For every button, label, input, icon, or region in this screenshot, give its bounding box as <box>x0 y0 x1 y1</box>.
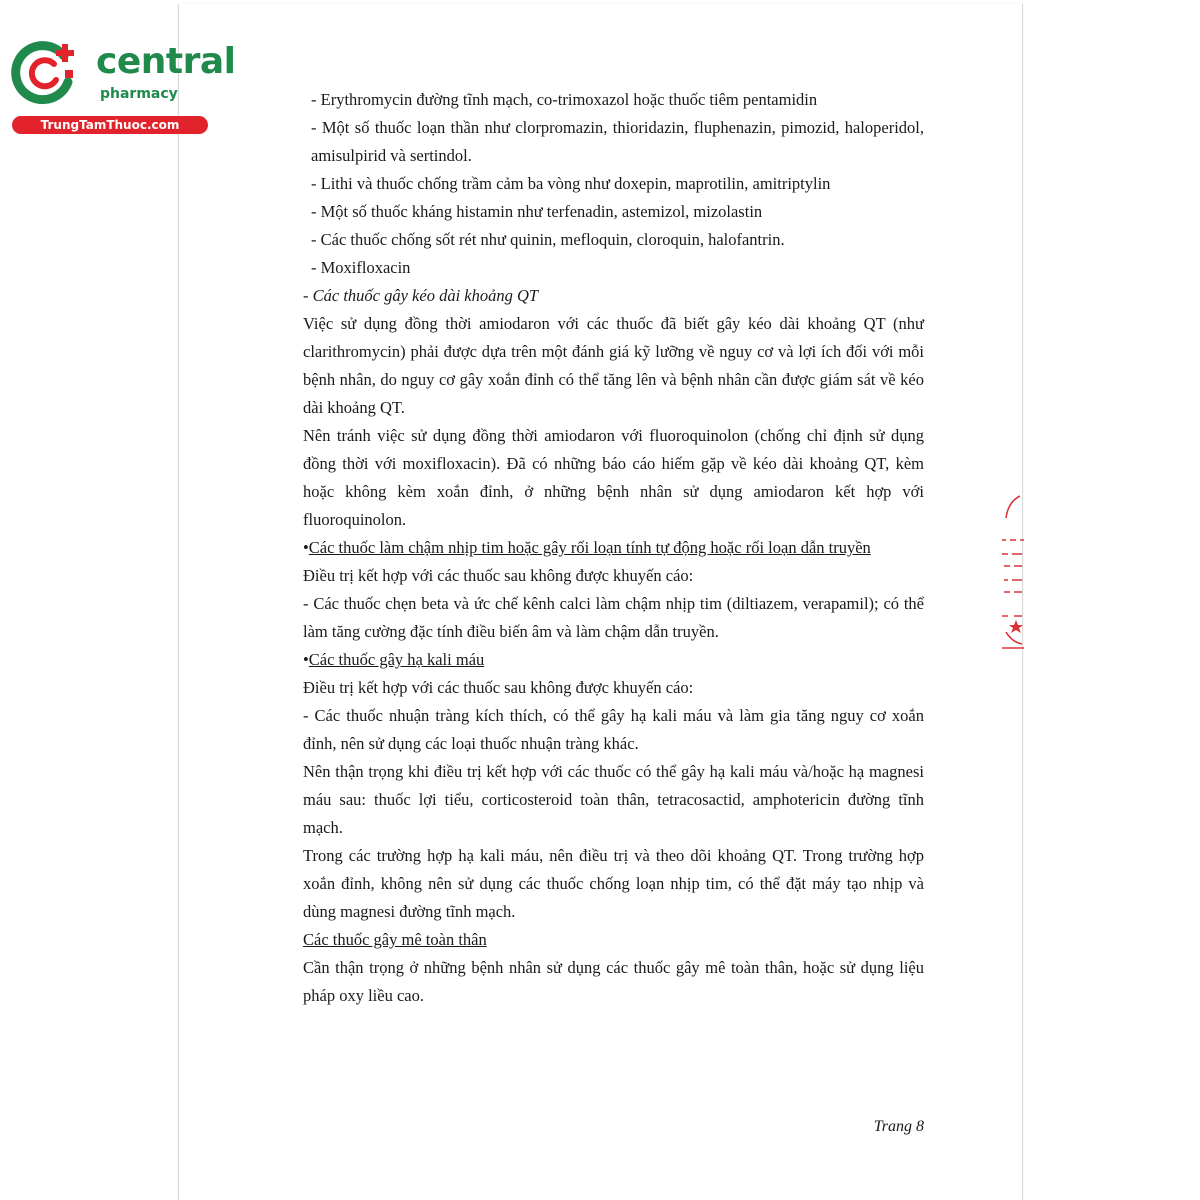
list-item: - Erythromycin đường tĩnh mạch, co-trimoxazol hoặc thuốc tiêm pentamidin <box>311 90 818 109</box>
heading-text: Các thuốc gây mê toàn thân <box>303 930 487 949</box>
paragraph: Cần thận trọng ở những bệnh nhân sử dụng các thuốc gây mê toàn thân, hoặc sử dụng liệu pháp oxy liều cao. <box>303 958 924 1005</box>
paragraph: Trong các trường hợp hạ kali máu, nên điều trị và theo dõi khoảng QT. Trong trường hợp xoắn đỉnh, không nên sử dụng các thuốc chống loạn nhịp tim, có thể đặt máy tạo nhịp và dùng magnesi đường tĩnh mạch. <box>303 846 924 921</box>
heading-text: Các thuốc làm chậm nhịp tim hoặc gây rối loạn tính tự động hoặc rối loạn dẫn truyền <box>308 538 871 557</box>
page-number: Trang 8 <box>873 1118 924 1135</box>
list-item: - Lithi và thuốc chống trầm cảm ba vòng như doxepin, maprotilin, amitriptylin <box>311 174 831 193</box>
list-item: - Moxifloxacin <box>311 258 411 277</box>
paragraph: Điều trị kết hợp với các thuốc sau không được khuyến cáo: <box>303 566 694 585</box>
brand-tagline: pharmacy <box>100 86 178 102</box>
bradycardia-section-heading <box>303 534 924 562</box>
red-seal-stamp <box>996 492 1026 652</box>
pharmacy-cross-icon <box>10 36 82 108</box>
hypokalemia-section-heading <box>303 646 924 674</box>
anesthesia-section-heading <box>303 926 924 954</box>
document-body <box>303 86 924 1010</box>
paragraph: - Các thuốc chẹn beta và ức chế kênh calci làm chậm nhịp tim (diltiazem, verapamil); có thể làm tăng cường đặc tính điều biến âm và làm chậm dẫn truyền. <box>303 594 924 641</box>
paragraph: Nên thận trọng khi điều trị kết hợp với các thuốc có thể gây hạ kali máu và/hoặc hạ magnesi máu sau: thuốc lợi tiểu, corticosteroid toàn thân, tetracosactid, amphotericin đường tĩnh mạch. <box>303 762 924 837</box>
paragraph: - Các thuốc nhuận tràng kích thích, có thể gây hạ kali máu và làm gia tăng nguy cơ xoắn đỉnh, nên sử dụng các loại thuốc nhuận tràng khác. <box>303 706 924 753</box>
paragraph: Nên tránh việc sử dụng đồng thời amiodaron với fluoroquinolon (chống chỉ định sử dụng đồng thời với moxifloxacin). Đã có những báo cáo hiếm gặp về kéo dài khoảng QT, kèm hoặc không kèm xoắn đỉnh, ở những bệnh nhân sử dụng amiodaron kết hợp với fluoroquinolon. <box>303 426 924 529</box>
brand-name: central <box>96 41 236 82</box>
paragraph: Điều trị kết hợp với các thuốc sau không được khuyến cáo: <box>303 678 694 697</box>
list-item: - Một số thuốc kháng histamin như terfenadin, astemizol, mizolastin <box>311 202 763 221</box>
heading-text: Các thuốc gây hạ kali máu <box>308 650 485 669</box>
paragraph: Việc sử dụng đồng thời amiodaron với các thuốc đã biết gây kéo dài khoảng QT (như clarithromycin) phải được dựa trên một đánh giá kỹ lưỡng về nguy cơ và lợi ích đối với mỗi bệnh nhân, do nguy cơ gây xoắn đỉnh có thể tăng lên và bệnh nhân cần được giám sát về kéo dài khoảng QT. <box>303 314 924 417</box>
website-banner: TrungTamThuoc.com <box>12 116 208 134</box>
list-item: - Một số thuốc loạn thần như clorpromazin, thioridazin, fluphenazin, pimozid, haloperidol, amisulpirid và sertindol. <box>311 118 924 165</box>
central-pharmacy-logo <box>10 36 236 136</box>
qt-section-heading: - Các thuốc gây kéo dài khoảng QT <box>303 286 539 305</box>
list-item: - Các thuốc chống sốt rét như quinin, mefloquin, cloroquin, halofantrin. <box>311 230 785 249</box>
